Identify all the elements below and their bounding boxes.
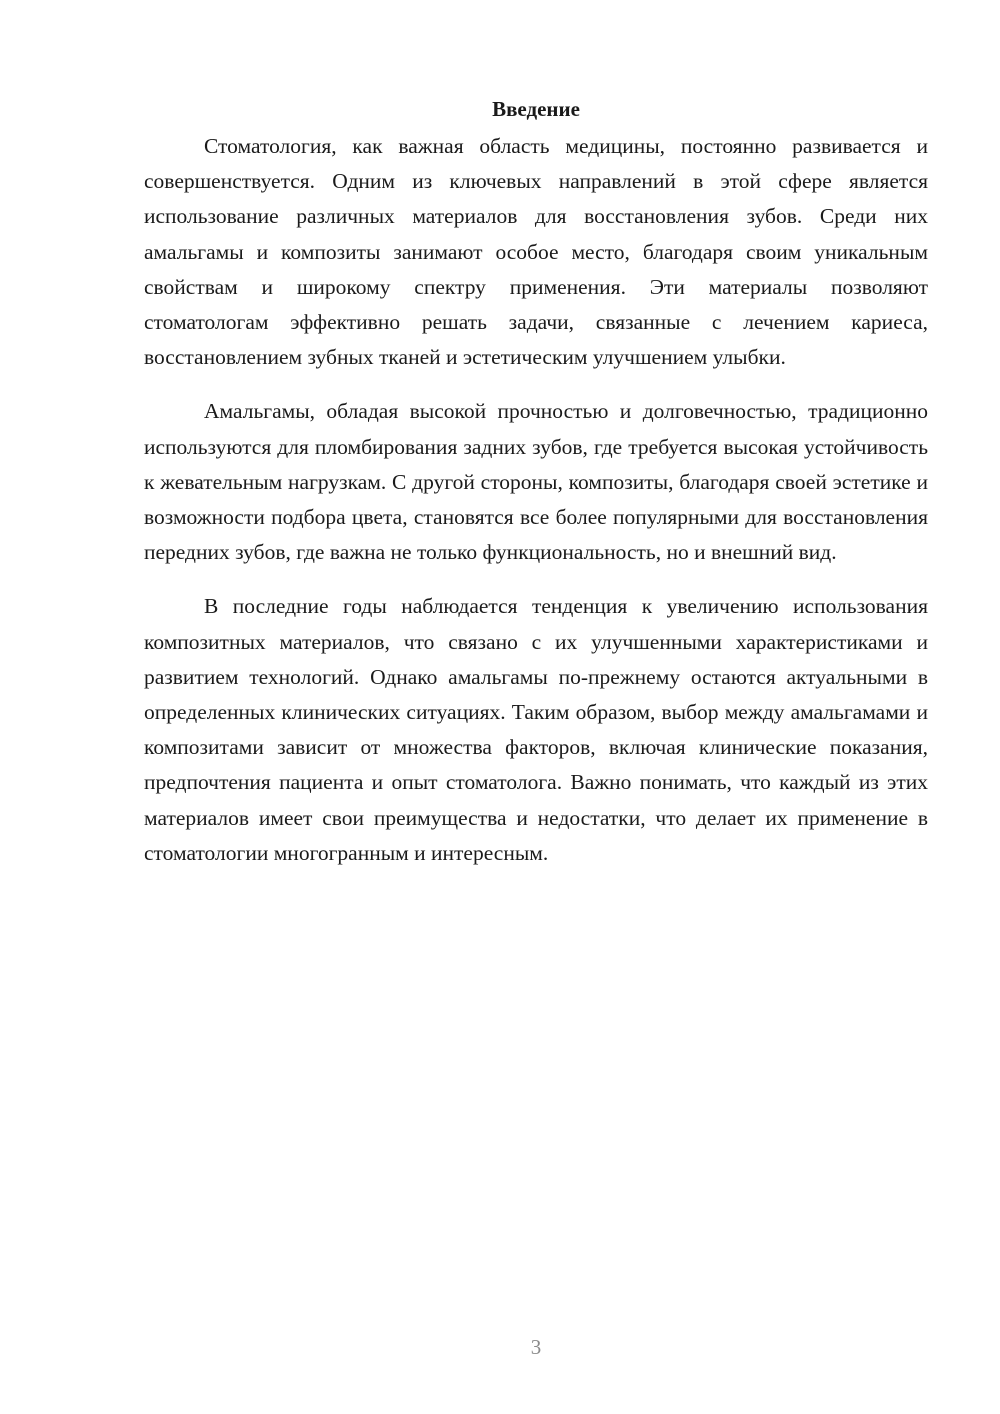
paragraph-1: Стоматология, как важная область медицины, постоянно развивается и совершенствуется. Одним из ключевых направлений в этой сфере является использование различных материалов для восстановления зубов. Среди них амальгамы и композиты занимают особое место, благодаря своим уникальным свойствам и широкому спектру применения. Эти материалы позволяют стоматологам эффективно решать задачи, связанные с лечением кариеса, восстановлением зубных тканей и эстетическим улучшением улыбки. <box>144 134 928 370</box>
page-body <box>144 92 928 890</box>
section-heading: Введение <box>492 97 580 121</box>
page-number: 3 <box>530 1335 542 1359</box>
paragraph-3: В последние годы наблюдается тенденция к увеличению использования композитных материалов, что связано с их улучшенными характеристиками и развитием технологий. Однако амальгамы по-прежнему остаются актуальными в определенных клинических ситуациях. Таким образом, выбор между амальгамами и композитами зависит от множества факторов, включая клинические показания, предпочтения пациента и опыт стоматолога. Важно понимать, что каждый из этих материалов имеет свои преимущества и недостатки, что делает их применение в стоматологии многогранным и интересным. <box>144 594 928 865</box>
paragraph-2: Амальгамы, обладая высокой прочностью и долговечностью, традиционно используются для пломбирования задних зубов, где требуется высокая устойчивость к жевательным нагрузкам. С другой стороны, композиты, благодаря своей эстетике и возможности подбора цвета, становятся все более популярными для восстановления передних зубов, где важна не только функциональность, но и внешний вид. <box>144 399 928 565</box>
